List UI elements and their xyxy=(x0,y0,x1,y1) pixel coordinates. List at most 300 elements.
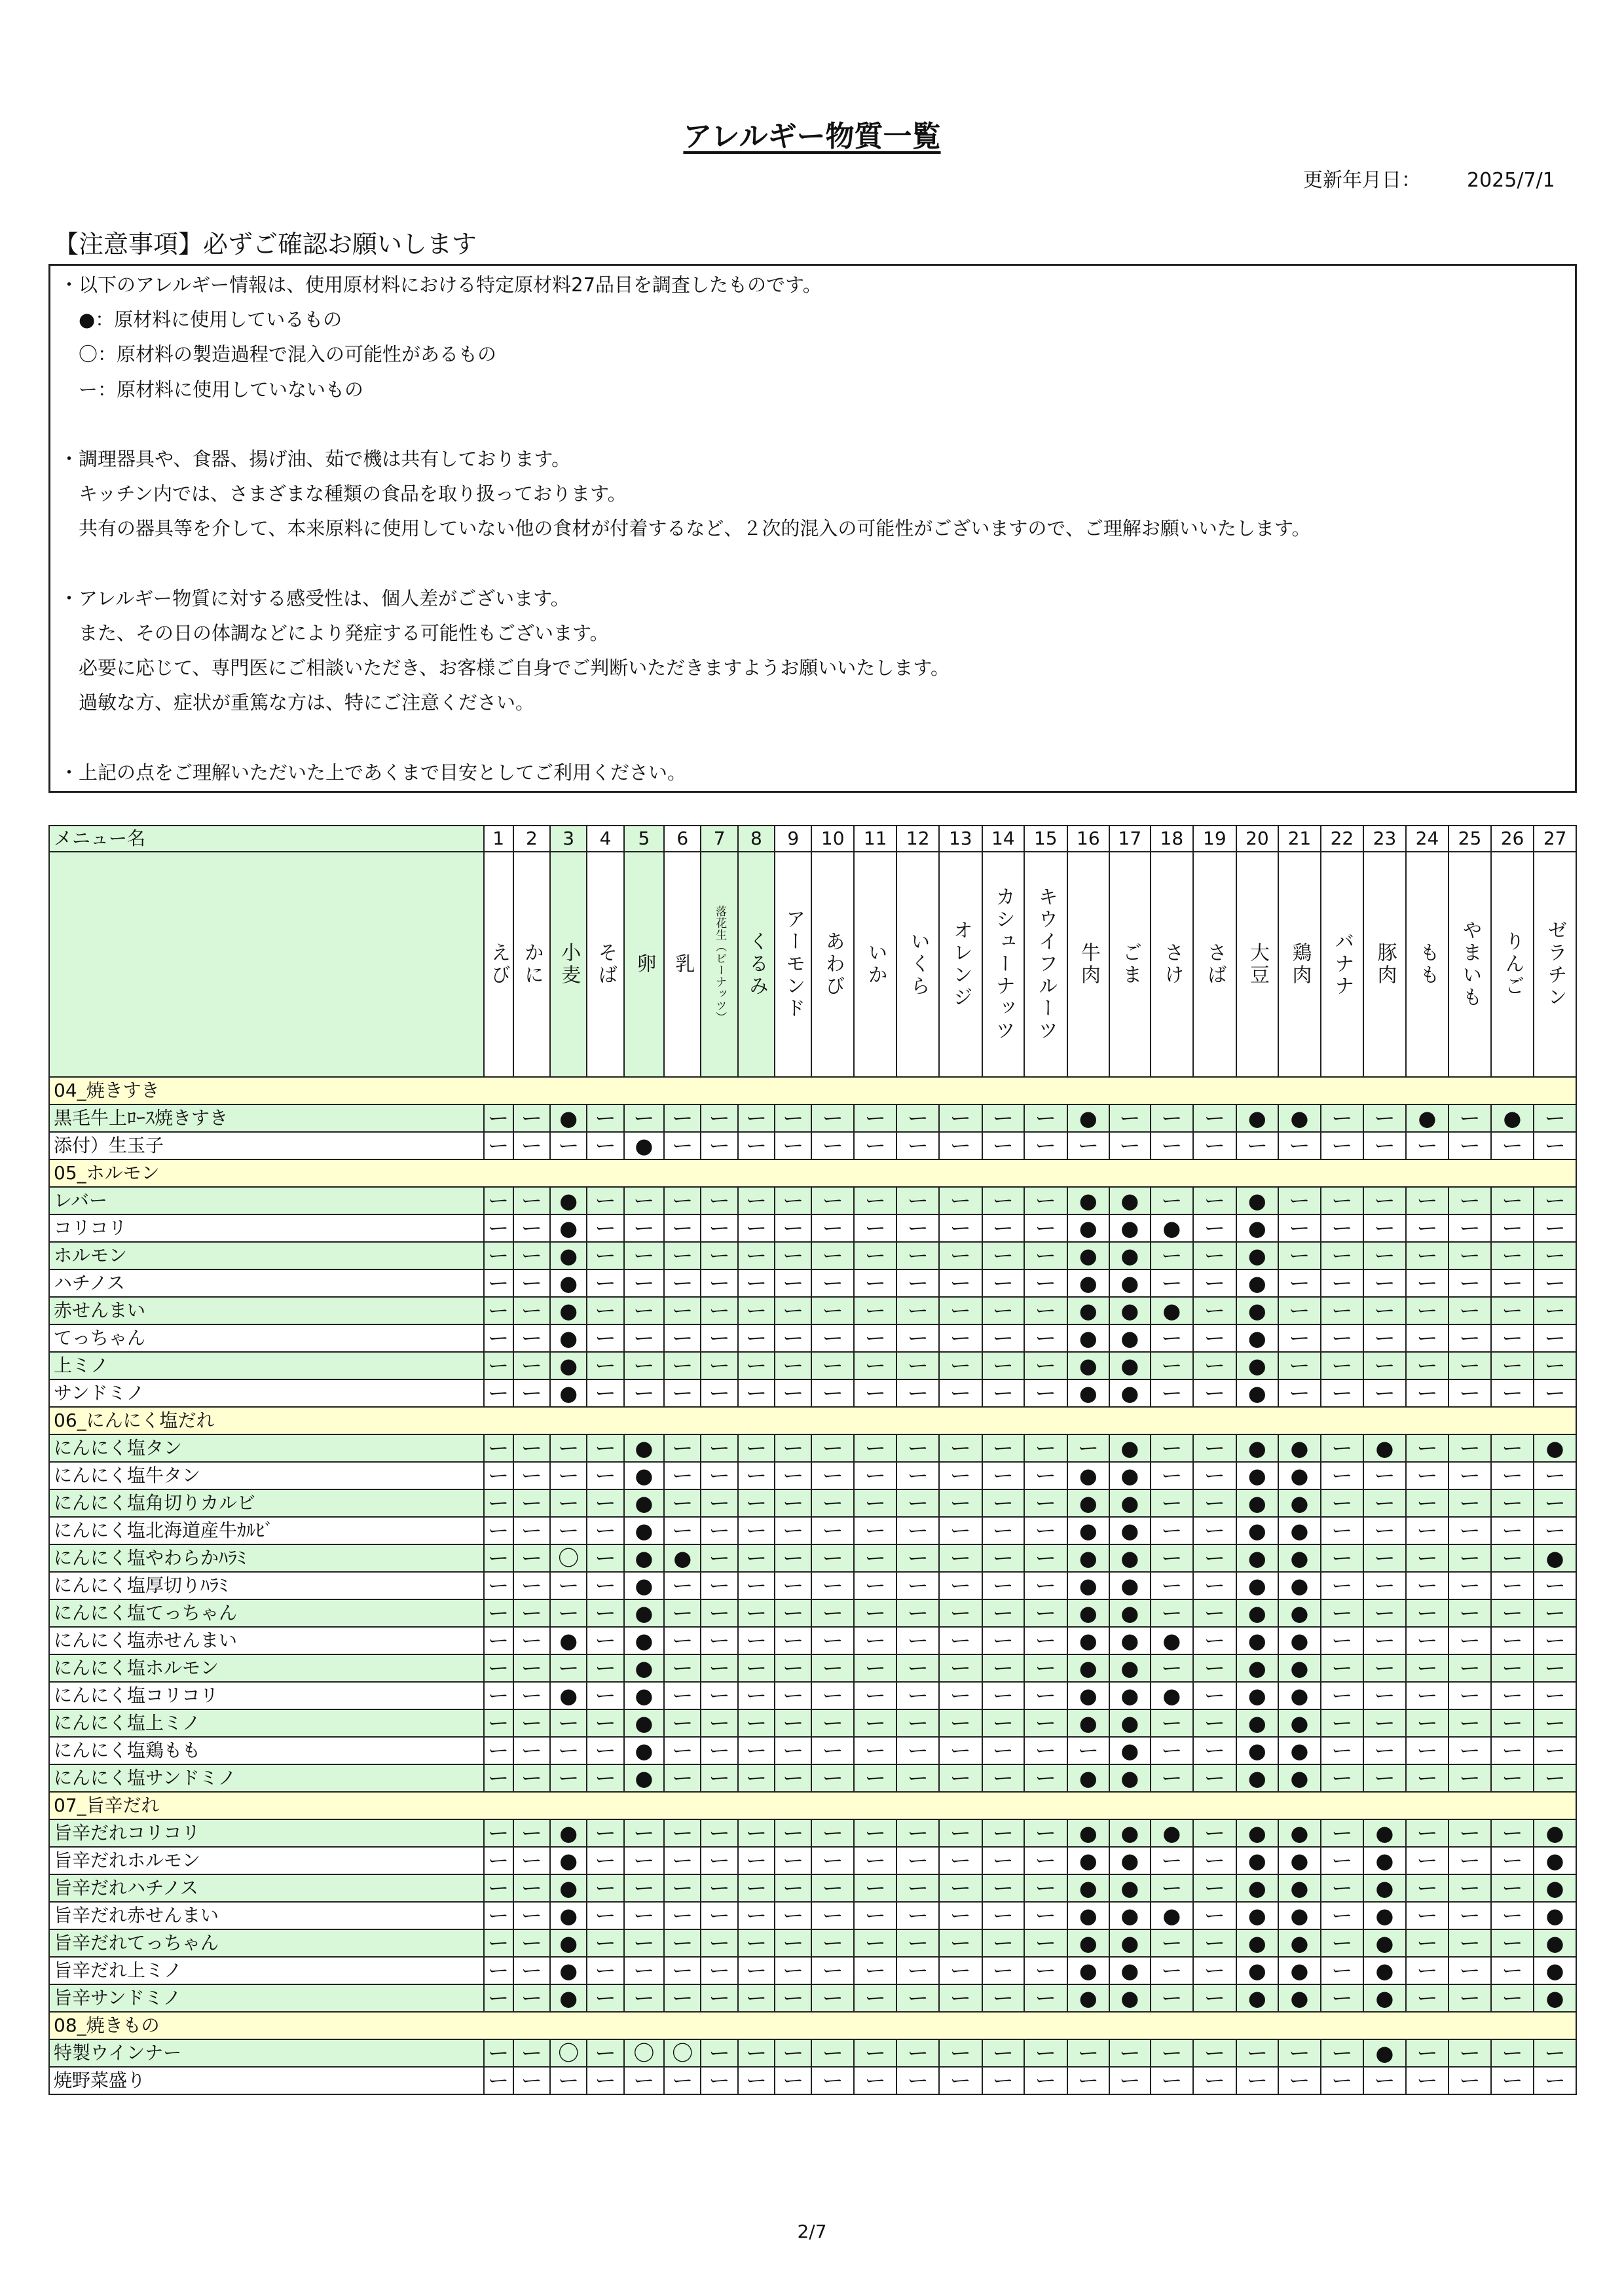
allergen-mark: ● xyxy=(1109,1819,1150,1847)
allergen-mark: ー xyxy=(1193,1764,1236,1792)
allergen-mark: ● xyxy=(1109,1709,1150,1737)
allergen-mark: ー xyxy=(1491,1709,1534,1737)
allergen-mark: ー xyxy=(1321,1957,1364,1984)
allergen-mark: ● xyxy=(1109,1654,1150,1682)
allergen-name-cell xyxy=(484,852,513,1077)
allergen-mark: ー xyxy=(896,1214,939,1242)
allergen-mark: ● xyxy=(550,1627,587,1654)
allergen-mark: ー xyxy=(587,1737,623,1764)
allergen-mark: ー xyxy=(1024,2039,1067,2067)
allergen-mark: ー xyxy=(854,1902,897,1929)
allergen-mark: ー xyxy=(484,1517,513,1544)
allergen-mark: ● xyxy=(1363,1874,1406,1902)
allergen-mark: ー xyxy=(1406,1269,1449,1297)
allergen-mark: ー xyxy=(624,1874,664,1902)
allergen-mark: ー xyxy=(738,1379,775,1407)
allergen-mark: ● xyxy=(1236,1352,1279,1379)
allergen-mark: ● xyxy=(1151,1297,1194,1324)
menu-item-name: にんにく塩北海道産牛ｶﾙﾋﾞ xyxy=(49,1517,484,1544)
allergen-mark: ー xyxy=(513,1489,550,1517)
allergen-mark: ー xyxy=(701,1489,737,1517)
allergen-mark: ー xyxy=(939,1544,982,1572)
allergen-mark: ー xyxy=(1534,2067,1576,2094)
allergen-mark: ー xyxy=(550,1434,587,1462)
allergen-mark: ー xyxy=(1236,2039,1279,2067)
allergen-mark: ー xyxy=(1449,1929,1491,1957)
allergen-mark: ー xyxy=(738,1737,775,1764)
allergen-name: そば xyxy=(594,942,618,987)
allergen-mark: ー xyxy=(896,1379,939,1407)
allergen-mark: ー xyxy=(738,1434,775,1462)
allergen-mark: ー xyxy=(484,1324,513,1352)
allergen-mark: ● xyxy=(1109,1297,1150,1324)
allergen-number: 20 xyxy=(1236,826,1279,852)
allergen-mark: ー xyxy=(1491,1984,1534,2012)
allergen-mark: ー xyxy=(701,2039,737,2067)
notice-line xyxy=(60,720,1559,755)
table-row xyxy=(49,1572,1576,1599)
allergen-mark: ー xyxy=(1363,1627,1406,1654)
allergen-mark: ● xyxy=(1067,1654,1110,1682)
allergen-mark: ー xyxy=(1363,1297,1406,1324)
allergen-mark: ー xyxy=(811,1572,854,1599)
allergen-name-cell xyxy=(854,852,897,1077)
allergen-mark: ● xyxy=(1278,1984,1321,2012)
allergen-mark: ー xyxy=(484,2039,513,2067)
menu-item-name: コリコリ xyxy=(49,1214,484,1242)
allergen-mark: ー xyxy=(1491,1847,1534,1874)
allergen-mark: ー xyxy=(811,1682,854,1709)
allergen-mark: ● xyxy=(624,1737,664,1764)
menu-item-name: にんにく塩厚切りﾊﾗﾐ xyxy=(49,1572,484,1599)
table-row xyxy=(49,1104,1576,1132)
allergen-mark: ● xyxy=(1363,1984,1406,2012)
allergen-name: かに xyxy=(520,942,544,987)
allergen-name: 豚肉 xyxy=(1373,942,1397,987)
allergen-mark: ー xyxy=(1151,1709,1194,1737)
allergen-mark: ー xyxy=(982,1489,1025,1517)
menu-name-header: メニュー名 xyxy=(49,826,484,852)
allergen-name: さば xyxy=(1203,942,1227,987)
allergen-name-cell xyxy=(587,852,623,1077)
allergen-mark: ー xyxy=(484,1627,513,1654)
allergen-mark: ー xyxy=(1491,1902,1534,1929)
allergen-mark: ー xyxy=(1024,1764,1067,1792)
allergen-mark: ● xyxy=(1067,1709,1110,1737)
allergen-mark: ー xyxy=(587,1324,623,1352)
allergen-mark: ー xyxy=(513,1819,550,1847)
allergen-mark: ー xyxy=(550,1462,587,1489)
allergen-mark: ー xyxy=(1449,1379,1491,1407)
allergen-mark: ー xyxy=(550,1737,587,1764)
allergen-mark: ● xyxy=(1278,1627,1321,1654)
allergen-mark: ー xyxy=(513,1462,550,1489)
allergen-mark: ● xyxy=(1534,1544,1576,1572)
menu-item-name: サンドミノ xyxy=(49,1379,484,1407)
allergen-mark: ー xyxy=(896,1847,939,1874)
allergen-mark: ー xyxy=(1491,1654,1534,1682)
allergen-mark: ー xyxy=(701,1132,737,1159)
allergen-mark: ー xyxy=(811,2067,854,2094)
allergen-mark: ー xyxy=(1024,1627,1067,1654)
allergen-mark: ● xyxy=(550,1984,587,2012)
table-row xyxy=(49,1324,1576,1352)
allergen-mark: ー xyxy=(664,1764,701,1792)
allergen-name-cell xyxy=(1278,852,1321,1077)
allergen-mark: ー xyxy=(664,1572,701,1599)
menu-item-name: にんにく塩タン xyxy=(49,1434,484,1462)
allergen-name: 小麦 xyxy=(557,942,581,987)
notice-line: 過敏な方、症状が重篤な方は、特にご注意ください。 xyxy=(60,691,535,714)
allergen-mark: ● xyxy=(1236,1737,1279,1764)
table-row xyxy=(49,1819,1576,1847)
allergen-mark: ● xyxy=(1151,1214,1194,1242)
allergen-mark: ー xyxy=(1363,1599,1406,1627)
allergen-mark: ー xyxy=(1151,1517,1194,1544)
allergen-mark: ー xyxy=(854,1627,897,1654)
allergen-mark: ー xyxy=(811,1324,854,1352)
notice-line: ・調理器具や、食器、揚げ油、茹で機は共有しております。 xyxy=(60,447,571,470)
allergen-mark: ー xyxy=(775,1819,811,1847)
allergen-name-cell xyxy=(664,852,701,1077)
allergen-mark: ー xyxy=(775,1929,811,1957)
allergen-mark: ー xyxy=(775,1627,811,1654)
allergen-mark: ー xyxy=(939,1627,982,1654)
notice-line xyxy=(60,407,1559,442)
allergen-mark: ー xyxy=(1534,2039,1576,2067)
allergen-mark: ー xyxy=(1491,1572,1534,1599)
allergen-mark: ● xyxy=(624,1682,664,1709)
allergen-name-cell xyxy=(1236,852,1279,1077)
menu-item-name: 焼野菜盛り xyxy=(49,2067,484,2094)
allergen-mark: ー xyxy=(1449,1352,1491,1379)
allergen-mark: ー xyxy=(896,1104,939,1132)
allergen-mark: ー xyxy=(939,1269,982,1297)
allergen-mark: ● xyxy=(624,1764,664,1792)
allergen-mark: ー xyxy=(811,1709,854,1737)
allergen-mark: ー xyxy=(982,1269,1025,1297)
allergen-mark: ー xyxy=(513,1599,550,1627)
allergen-mark: ー xyxy=(738,1764,775,1792)
menu-item-name: にんにく塩角切りカルビ xyxy=(49,1489,484,1517)
menu-item-name: レバー xyxy=(49,1187,484,1214)
allergen-mark: ● xyxy=(1491,1104,1534,1132)
allergen-mark: ● xyxy=(1109,1929,1150,1957)
allergen-mark: ● xyxy=(1109,1379,1150,1407)
allergen-mark: ー xyxy=(1024,1462,1067,1489)
allergen-mark: ー xyxy=(738,1847,775,1874)
allergen-mark: ー xyxy=(1491,1132,1534,1159)
allergen-mark: ● xyxy=(1067,1957,1110,1984)
table-row xyxy=(49,1462,1576,1489)
allergen-mark: ー xyxy=(701,1352,737,1379)
allergen-number: 8 xyxy=(738,826,775,852)
allergen-mark: ー xyxy=(1449,2039,1491,2067)
allergen-mark: ● xyxy=(1109,1737,1150,1764)
allergen-mark: ー xyxy=(1534,1132,1576,1159)
allergen-mark: ー xyxy=(1024,1984,1067,2012)
allergen-mark: ー xyxy=(1406,1737,1449,1764)
allergen-mark: ー xyxy=(982,1929,1025,1957)
allergen-mark: ー xyxy=(1278,2039,1321,2067)
allergen-mark: ー xyxy=(738,1902,775,1929)
allergen-mark: ー xyxy=(701,1572,737,1599)
allergen-mark: ー xyxy=(1067,1434,1110,1462)
notice-line: また、その日の体調などにより発症する可能性もございます。 xyxy=(60,621,609,644)
allergen-mark: ー xyxy=(587,1572,623,1599)
allergen-mark: ー xyxy=(982,1709,1025,1737)
allergen-mark: ー xyxy=(1067,2067,1110,2094)
allergen-mark: ー xyxy=(1321,1737,1364,1764)
allergen-mark: ー xyxy=(939,1874,982,1902)
allergen-mark: ● xyxy=(624,1654,664,1682)
allergen-name-cell xyxy=(550,852,587,1077)
allergen-mark: ー xyxy=(513,1104,550,1132)
allergen-mark: ー xyxy=(982,2067,1025,2094)
allergen-mark: ● xyxy=(1236,1902,1279,1929)
allergen-mark: ー xyxy=(624,1902,664,1929)
allergen-mark: ー xyxy=(775,1132,811,1159)
allergen-mark: ー xyxy=(1406,1929,1449,1957)
allergen-mark: ー xyxy=(513,1902,550,1929)
allergen-mark: ー xyxy=(484,1572,513,1599)
allergen-mark: ● xyxy=(1278,1572,1321,1599)
allergen-mark: ー xyxy=(513,1434,550,1462)
allergen-name-cell xyxy=(811,852,854,1077)
allergen-mark: ー xyxy=(513,1654,550,1682)
allergen-mark: ー xyxy=(854,1104,897,1132)
allergen-mark: ー xyxy=(854,1434,897,1462)
allergen-mark: ー xyxy=(939,1599,982,1627)
allergen-mark: ー xyxy=(1491,1269,1534,1297)
allergen-mark: ー xyxy=(1024,1187,1067,1214)
allergen-mark: ● xyxy=(1109,1544,1150,1572)
allergen-mark: ● xyxy=(550,1297,587,1324)
allergen-mark: ー xyxy=(1406,1352,1449,1379)
allergen-name-cell xyxy=(701,852,737,1077)
allergen-mark: ー xyxy=(854,1764,897,1792)
allergen-name-cell xyxy=(939,852,982,1077)
allergen-mark: ー xyxy=(738,1242,775,1269)
allergen-mark: ー xyxy=(939,1709,982,1737)
allergen-name: もも xyxy=(1416,942,1439,987)
table-row xyxy=(49,1874,1576,1902)
page-title: アレルギー物質一覧 xyxy=(683,120,941,153)
allergen-mark: ー xyxy=(896,1132,939,1159)
allergen-mark: ー xyxy=(1491,1764,1534,1792)
allergen-mark: ー xyxy=(1491,1297,1534,1324)
allergen-mark: ー xyxy=(982,1462,1025,1489)
allergen-mark: ー xyxy=(982,1902,1025,1929)
allergen-mark: ー xyxy=(775,1214,811,1242)
allergen-mark: ー xyxy=(484,1187,513,1214)
allergen-mark: ー xyxy=(775,1297,811,1324)
allergen-mark: ー xyxy=(1193,1599,1236,1627)
allergen-mark: ー xyxy=(811,1462,854,1489)
allergen-mark: ● xyxy=(1236,1599,1279,1627)
allergen-mark: ● xyxy=(1278,1104,1321,1132)
allergen-mark: ー xyxy=(1363,1764,1406,1792)
allergen-number: 9 xyxy=(775,826,811,852)
allergen-mark: ー xyxy=(896,1984,939,2012)
allergen-mark: ー xyxy=(939,1434,982,1462)
allergen-mark: ー xyxy=(587,1929,623,1957)
allergen-mark: ー xyxy=(484,1269,513,1297)
allergen-mark: ● xyxy=(1109,1627,1150,1654)
allergen-mark: ー xyxy=(1534,1352,1576,1379)
allergen-mark: ● xyxy=(1236,1627,1279,1654)
notice-line: キッチン内では、さまざまな種類の食品を取り扱っております。 xyxy=(60,483,627,505)
allergen-mark: ー xyxy=(664,1957,701,1984)
allergen-mark: ー xyxy=(513,1187,550,1214)
allergen-table xyxy=(48,825,1577,2095)
allergen-mark: ー xyxy=(854,1984,897,2012)
allergen-mark: ー xyxy=(1278,1214,1321,1242)
allergen-mark: ー xyxy=(484,1709,513,1737)
allergen-mark: ー xyxy=(1024,2067,1067,2094)
allergen-mark: ー xyxy=(939,2039,982,2067)
table-row xyxy=(49,1764,1576,1792)
allergen-mark: ー xyxy=(1534,1297,1576,1324)
allergen-mark: ー xyxy=(1193,1242,1236,1269)
allergen-mark: ー xyxy=(550,1709,587,1737)
allergen-mark: ー xyxy=(587,1462,623,1489)
allergen-mark: ー xyxy=(1491,1489,1534,1517)
allergen-name: 大豆 xyxy=(1246,942,1269,987)
allergen-mark: ー xyxy=(1193,1269,1236,1297)
allergen-mark: ● xyxy=(1236,1104,1279,1132)
allergen-mark: ー xyxy=(1278,2067,1321,2094)
allergen-name: 卵 xyxy=(633,953,656,975)
allergen-mark: ー xyxy=(1534,1379,1576,1407)
allergen-number: 2 xyxy=(513,826,550,852)
allergen-mark: ー xyxy=(513,1682,550,1709)
allergen-mark: ー xyxy=(1491,1379,1534,1407)
allergen-mark: ー xyxy=(854,1819,897,1847)
allergen-mark: ● xyxy=(1109,1214,1150,1242)
allergen-mark: ー xyxy=(1449,1544,1491,1572)
allergen-mark: ● xyxy=(550,1874,587,1902)
allergen-mark: ー xyxy=(775,1572,811,1599)
allergen-mark: ー xyxy=(701,1847,737,1874)
allergen-mark: ー xyxy=(939,1929,982,1957)
allergen-mark: ー xyxy=(896,1599,939,1627)
allergen-mark: ー xyxy=(1363,1132,1406,1159)
allergen-mark: ● xyxy=(1236,1462,1279,1489)
allergen-mark: ー xyxy=(513,1764,550,1792)
allergen-mark: ー xyxy=(1024,1352,1067,1379)
allergen-mark: ● xyxy=(1236,1517,1279,1544)
allergen-mark: ● xyxy=(1363,1957,1406,1984)
allergen-mark: ー xyxy=(811,1737,854,1764)
allergen-mark: ー xyxy=(701,1627,737,1654)
allergen-mark: ー xyxy=(1449,1324,1491,1352)
allergen-mark: ー xyxy=(811,1269,854,1297)
allergen-mark: ー xyxy=(664,1297,701,1324)
allergen-mark: ー xyxy=(896,2039,939,2067)
allergen-mark: ● xyxy=(1236,1297,1279,1324)
allergen-mark: ー xyxy=(1024,1709,1067,1737)
allergen-mark: ● xyxy=(1067,1104,1110,1132)
allergen-name: オレンジ xyxy=(949,920,972,1009)
allergen-mark: ● xyxy=(624,1517,664,1544)
menu-item-name: にんにく塩赤せんまい xyxy=(49,1627,484,1654)
allergen-mark: ー xyxy=(1321,1489,1364,1517)
allergen-mark: ー xyxy=(854,2039,897,2067)
allergen-mark: ー xyxy=(939,1462,982,1489)
allergen-mark: ー xyxy=(1151,1957,1194,1984)
allergen-mark: ● xyxy=(1534,1929,1576,1957)
allergen-mark: ー xyxy=(701,1764,737,1792)
allergen-mark: ● xyxy=(1236,1847,1279,1874)
allergen-mark: ー xyxy=(484,1599,513,1627)
allergen-mark: ー xyxy=(854,1654,897,1682)
allergen-mark: ー xyxy=(982,1874,1025,1902)
allergen-mark: ● xyxy=(1109,1847,1150,1874)
allergen-mark: ー xyxy=(513,1874,550,1902)
allergen-mark: ー xyxy=(1363,1187,1406,1214)
allergen-mark: ● xyxy=(1278,1544,1321,1572)
allergen-name: さけ xyxy=(1160,942,1184,987)
allergen-mark: ー xyxy=(664,1489,701,1517)
allergen-mark: ー xyxy=(484,1242,513,1269)
allergen-mark: ー xyxy=(896,1682,939,1709)
allergen-mark: ー xyxy=(775,1984,811,2012)
allergen-mark: ー xyxy=(513,1379,550,1407)
allergen-mark: ー xyxy=(982,1764,1025,1792)
allergen-mark: ー xyxy=(939,1352,982,1379)
allergen-mark: ー xyxy=(939,1379,982,1407)
allergen-mark: ー xyxy=(1151,1874,1194,1902)
allergen-mark: ー xyxy=(513,1214,550,1242)
allergen-mark: ● xyxy=(550,1104,587,1132)
allergen-mark: ー xyxy=(738,1929,775,1957)
allergen-mark: ー xyxy=(484,1737,513,1764)
allergen-mark: ー xyxy=(775,1187,811,1214)
allergen-mark: ー xyxy=(775,1489,811,1517)
table-row xyxy=(49,1269,1576,1297)
allergen-mark: ● xyxy=(624,1434,664,1462)
allergen-name: あわび xyxy=(821,931,845,998)
allergen-mark: ● xyxy=(1109,1682,1150,1709)
allergen-number: 22 xyxy=(1321,826,1364,852)
allergen-mark: ー xyxy=(775,1517,811,1544)
menu-item-name: にんにく塩やわらかﾊﾗﾐ xyxy=(49,1544,484,1572)
allergen-mark: ● xyxy=(1109,1187,1150,1214)
allergen-mark: ー xyxy=(1363,1682,1406,1709)
allergen-mark: ー xyxy=(811,1984,854,2012)
table-row xyxy=(49,1242,1576,1269)
allergen-number: 26 xyxy=(1491,826,1534,852)
allergen-mark: ー xyxy=(896,1242,939,1269)
allergen-mark: ● xyxy=(1236,1544,1279,1572)
allergen-name: 落花生（ピーナッツ） xyxy=(713,905,727,1023)
allergen-mark: ● xyxy=(1067,1929,1110,1957)
allergen-mark: ー xyxy=(854,1709,897,1737)
allergen-mark: ー xyxy=(1067,1737,1110,1764)
allergen-mark: ー xyxy=(1491,1352,1534,1379)
allergen-name-row xyxy=(49,852,1576,1077)
allergen-mark: ー xyxy=(513,1627,550,1654)
allergen-mark: ー xyxy=(664,1709,701,1737)
allergen-mark: ● xyxy=(550,1902,587,1929)
allergen-mark: ー xyxy=(1193,2067,1236,2094)
allergen-mark: ー xyxy=(738,2039,775,2067)
allergen-mark: ー xyxy=(982,2039,1025,2067)
allergen-mark: ー xyxy=(896,1654,939,1682)
table-row xyxy=(49,1214,1576,1242)
allergen-mark: ー xyxy=(775,1957,811,1984)
